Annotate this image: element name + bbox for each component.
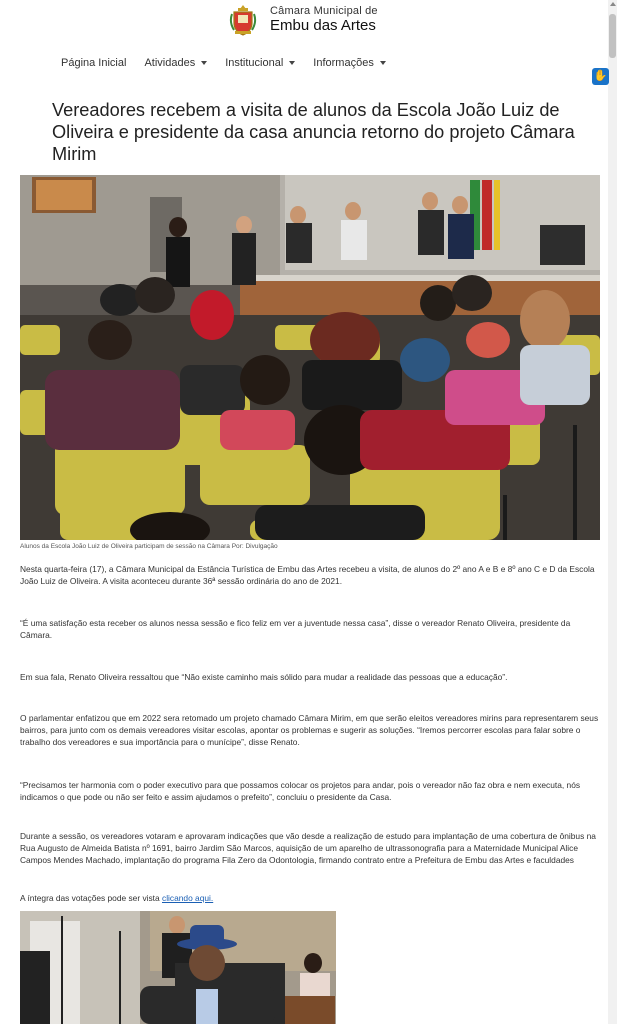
- chevron-down-icon: [380, 61, 386, 65]
- brand-title[interactable]: Embu das Artes: [270, 17, 376, 34]
- scroll-up-icon[interactable]: [610, 2, 616, 6]
- votes-text: A íntegra das votações pode ser vista: [20, 893, 162, 903]
- site-header: [0, 0, 617, 42]
- nav-item-label: Atividades: [144, 57, 196, 69]
- chevron-down-icon: [201, 61, 207, 65]
- accessibility-hand-icon[interactable]: ✋: [592, 68, 609, 85]
- nav-item-informacoes[interactable]: [313, 55, 386, 71]
- vertical-scrollbar[interactable]: [608, 0, 617, 1024]
- chevron-down-icon: [289, 61, 295, 65]
- article-photo: [20, 175, 600, 540]
- article-paragraph: “Precisamos ter harmonia com o poder executivo para que possamos colocar os projetos para andar, pois o vereador não faz obra e nem executa, nós indicamos o que pode ou não ser feito e assim ajudamos o prefeito”, concluiu o presidente da Casa.: [20, 780, 581, 803]
- nav-item-home[interactable]: [61, 55, 126, 71]
- article-paragraph: “É uma satisfação esta receber os alunos nessa sessão e fico feliz em ver a juventude nessa casa”, disse o vereador Renato Oliveira, presidente da Câmara.: [20, 618, 571, 641]
- article-title: Vereadores recebem a visita de alunos da Escola João Luiz de Oliveira e presidente da casa anuncia retorno do projeto Câmara Mirim: [52, 100, 575, 164]
- votes-paragraph: [20, 892, 600, 904]
- nav-item-atividades[interactable]: [144, 55, 207, 71]
- article-paragraph: Nesta quarta-feira (17), a Câmara Municipal da Estância Turística de Embu das Artes recebeu a visita, de alunos do 2º ano A e B e 8º ano C e D da Escola João Luiz de Oliveira. A visita aconteceu durante 36ª sessão ordinária do ano de 2021.: [20, 564, 595, 587]
- scroll-thumb[interactable]: [609, 14, 616, 58]
- main-nav: [61, 55, 386, 71]
- votes-link[interactable]: clicando aqui.: [162, 893, 214, 903]
- nav-item-label: Informações: [313, 57, 374, 69]
- article-paragraph: Durante a sessão, os vereadores votaram e aprovaram indicações que vão desde a realização de estudo para implantação de uma cobertura de ônibus na Rua Augusto de Almeida Batista nº 1691, bairro Jardim São Marcos, aquisição de um aparelho de ultrassonografia para a Maternidade Municipal Alice Campos Mendes Machado, implantação do programa Fila Zero da Odontologia, firmando contrato entre a Prefeitura de Embu das Artes e faculdades: [20, 831, 596, 866]
- article-paragraph: Em sua fala, Renato Oliveira ressaltou que “Não existe caminho mais sólido para mudar a realidade das pessoas que a educação”.: [20, 672, 508, 682]
- nav-item-institucional[interactable]: [225, 55, 295, 71]
- nav-item-label: Institucional: [225, 57, 284, 69]
- brand-subtitle: Câmara Municipal de: [270, 5, 378, 17]
- coat-of-arms-icon[interactable]: [229, 4, 257, 36]
- article-photo-2: [20, 911, 336, 1024]
- photo-caption: Alunos da Escola João Luiz de Oliveira participam de sessão na Câmara Por: Divulgação: [20, 543, 278, 550]
- nav-item-label: Página Inicial: [61, 57, 127, 69]
- article-paragraph: O parlamentar enfatizou que em 2022 sera retomado um projeto chamado Câmara Mirim, em que serão eleitos vereadores mirins para representarem seus bairros, para junto com os demais vereadores visitar escolas, apontar os problemas e sugerir as soluções. “Iremos percorrer escolas para falar sobre o trabalho dos vereadores e sua importância para o munícipe”, disse Renato.: [20, 713, 599, 748]
